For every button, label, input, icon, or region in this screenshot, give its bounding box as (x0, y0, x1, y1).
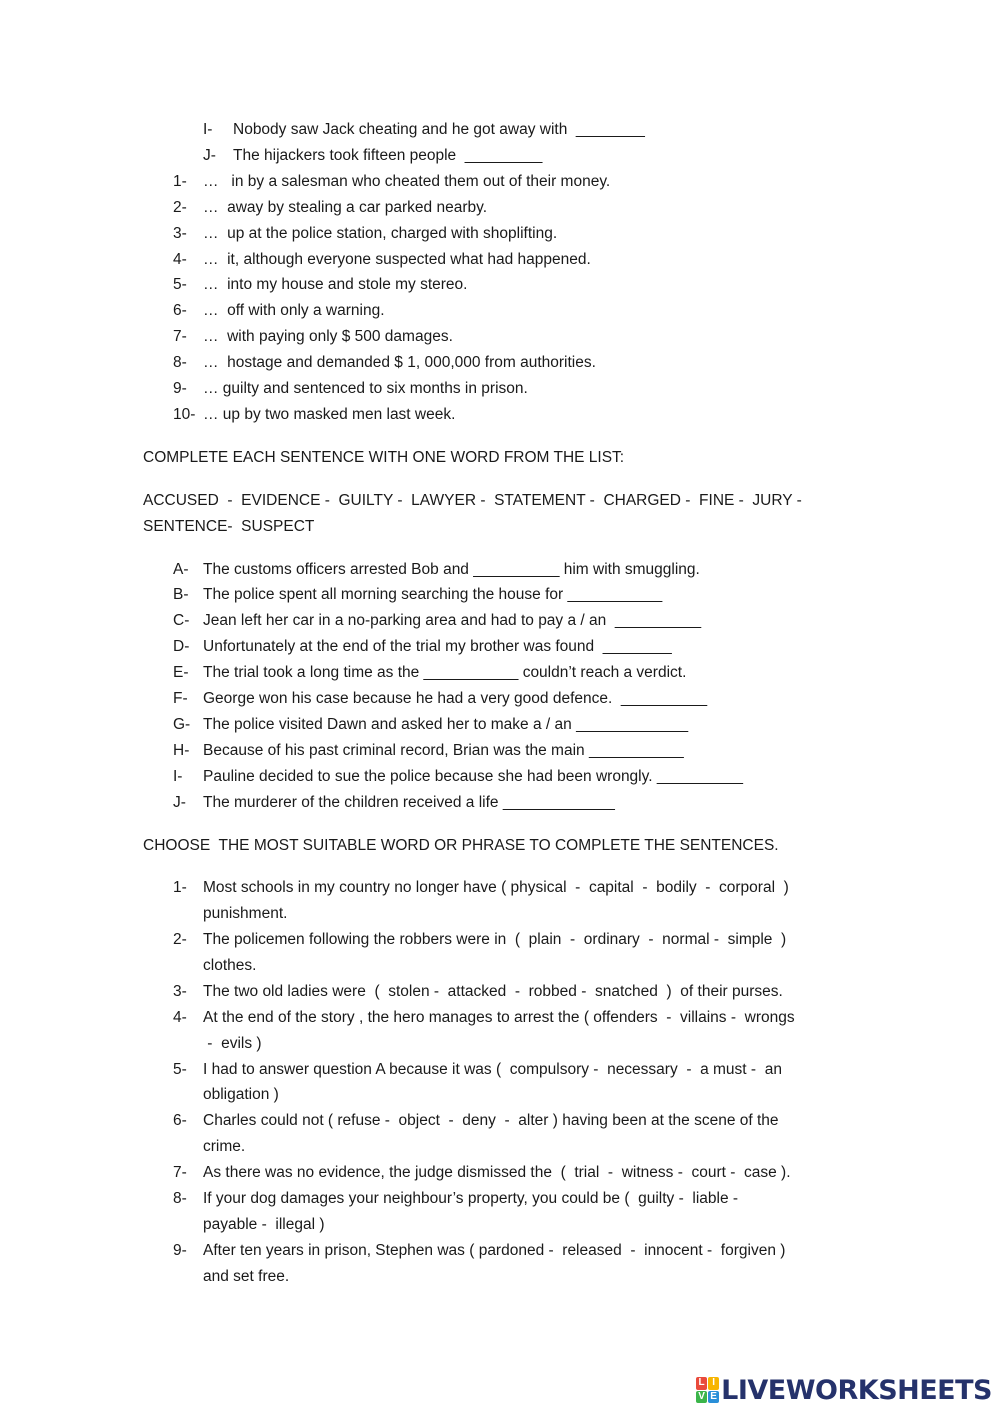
item-text: … away by stealing a car parked nearby. (203, 199, 488, 216)
item-text: The customs officers arrested Bob and __________ him with smuggling. (203, 561, 700, 578)
section2-heading: COMPLETE EACH SENTENCE WITH ONE WORD FROM THE LIST: (143, 449, 625, 466)
item-text: … in by a salesman who cheated them out of their money. (203, 173, 611, 190)
item-label: 1- (173, 879, 187, 896)
liveworksheets-logo-icon (696, 1377, 719, 1403)
item-label: 4- (173, 251, 187, 268)
item-label: 5- (173, 1061, 187, 1078)
item-label: 7- (173, 1164, 187, 1181)
item-line2: and set free. (203, 1268, 290, 1285)
item-text: The murderer of the children received a life _____________ (203, 794, 615, 811)
item-line2: obligation ) (203, 1086, 279, 1103)
item-text: The hijackers took fifteen people _________ (233, 147, 543, 164)
item-line1: The policemen following the robbers were in ( plain - ordinary - normal - simple ) (203, 931, 787, 948)
item-label: A- (173, 561, 189, 578)
item-line1: As there was no evidence, the judge dismissed the ( trial - witness - court - case ). (203, 1164, 791, 1181)
item-label: 9- (173, 380, 187, 397)
logo-mark-letter: L (696, 1377, 707, 1390)
item-label: 2- (173, 931, 187, 948)
item-text: The trial took a long time as the ___________ couldn’t reach a verdict. (203, 664, 687, 681)
item-line1: At the end of the story , the hero manages to arrest the ( offenders - villains - wrongs (203, 1009, 795, 1026)
item-label: 8- (173, 354, 187, 371)
item-label: 10- (173, 406, 196, 423)
item-label: 2- (173, 199, 187, 216)
logo-mark-letter: I (708, 1377, 719, 1390)
item-text: … into my house and stole my stereo. (203, 276, 468, 293)
item-label: 8- (173, 1190, 187, 1207)
logo-mark-letter: V (696, 1391, 707, 1404)
word-list-line1: ACCUSED - EVIDENCE - GUILTY - LAWYER - STATEMENT - CHARGED - FINE - JURY - (143, 492, 802, 509)
item-label: I- (203, 121, 213, 138)
item-line1: If your dog damages your neighbour’s property, you could be ( guilty - liable - (203, 1190, 739, 1207)
item-label: E- (173, 664, 189, 681)
item-text: … guilty and sentenced to six months in prison. (203, 380, 528, 397)
item-text: George won his case because he had a very good defence. __________ (203, 690, 708, 707)
item-line1: Most schools in my country no longer have ( physical - capital - bodily - corporal ) (203, 879, 789, 896)
item-line2: clothes. (203, 957, 257, 974)
item-text: Pauline decided to sue the police because she had been wrongly. __________ (203, 768, 744, 785)
item-line1: After ten years in prison, Stephen was ( pardoned - released - innocent - forgiven ) (203, 1242, 786, 1259)
item-label: J- (203, 147, 216, 164)
item-label: 6- (173, 1112, 187, 1129)
item-text: … hostage and demanded $ 1, 000,000 from authorities. (203, 354, 596, 371)
item-text: … off with only a warning. (203, 302, 385, 319)
item-label: G- (173, 716, 191, 733)
item-label: D- (173, 638, 190, 655)
item-line1: Charles could not ( refuse - object - deny - alter ) having been at the scene of the (203, 1112, 779, 1129)
item-label: 6- (173, 302, 187, 319)
item-line1: The two old ladies were ( stolen - attacked - robbed - snatched ) of their purses. (203, 983, 783, 1000)
item-text: The police spent all morning searching the house for ___________ (203, 586, 663, 603)
item-text: … it, although everyone suspected what had happened. (203, 251, 591, 268)
item-label: 3- (173, 983, 187, 1000)
item-line2: payable - illegal ) (203, 1216, 325, 1233)
item-text: Unfortunately at the end of the trial my brother was found ________ (203, 638, 672, 655)
item-line2: crime. (203, 1138, 246, 1155)
logo-mark-letter: E (708, 1391, 719, 1404)
item-label: 1- (173, 173, 187, 190)
item-text: Nobody saw Jack cheating and he got away with ________ (233, 121, 645, 138)
item-label: 7- (173, 328, 187, 345)
section3-heading: CHOOSE THE MOST SUITABLE WORD OR PHRASE TO COMPLETE THE SENTENCES. (143, 837, 779, 854)
item-text: Jean left her car in a no-parking area and had to pay a / an __________ (203, 612, 702, 629)
item-label: B- (173, 586, 189, 603)
item-line1: I had to answer question A because it was ( compulsory - necessary - a must - an (203, 1061, 782, 1078)
item-label: 5- (173, 276, 187, 293)
item-line2: punishment. (203, 905, 288, 922)
logo-text: LIVEWORKSHEETS (721, 1374, 992, 1406)
item-line2: - evils ) (203, 1035, 262, 1052)
word-list-line2: SENTENCE- SUSPECT (143, 518, 315, 535)
item-label: F- (173, 690, 188, 707)
item-label: 4- (173, 1009, 187, 1026)
item-label: 3- (173, 225, 187, 242)
item-text: … up by two masked men last week. (203, 406, 456, 423)
item-text: Because of his past criminal record, Brian was the main ___________ (203, 742, 684, 759)
item-text: … with paying only $ 500 damages. (203, 328, 453, 345)
item-text: … up at the police station, charged with shoplifting. (203, 225, 558, 242)
item-label: 9- (173, 1242, 187, 1259)
item-text: The police visited Dawn and asked her to make a / an _____________ (203, 716, 689, 733)
item-label: H- (173, 742, 190, 759)
item-label: J- (173, 794, 186, 811)
liveworksheets-logo[interactable] (696, 1375, 992, 1405)
item-label: I- (173, 768, 183, 785)
item-label: C- (173, 612, 190, 629)
